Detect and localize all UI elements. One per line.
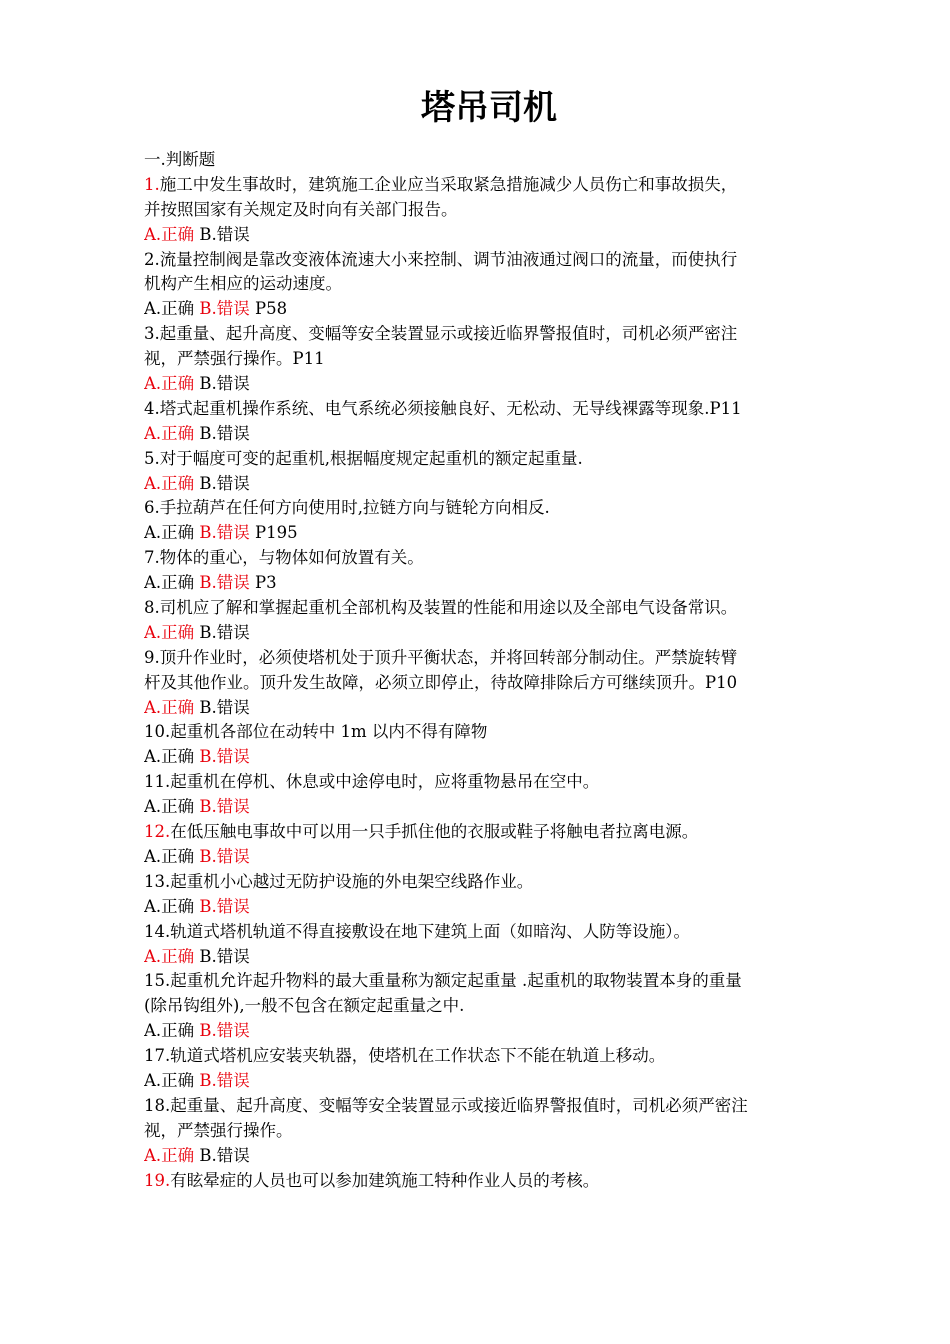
answer-option: B.错误 <box>194 473 250 493</box>
question-text: 起重机在停机、休息或中途停电时，应将重物悬吊在空中。 <box>170 772 600 792</box>
correct-answer-option: A.正确 <box>144 374 195 394</box>
question-item <box>144 820 834 870</box>
correct-answer-option: B.错误 <box>199 797 250 817</box>
page-reference: P58 <box>249 299 288 319</box>
answer-option: B.错误 <box>194 1145 250 1165</box>
question-item <box>144 596 834 646</box>
question-text: 物体的重心，与物体如何放置有关。 <box>159 548 424 568</box>
answer-options <box>144 745 834 770</box>
question-text: 起重机各部位在动转中 1m 以内不得有障物 <box>170 722 488 742</box>
question-text-line <box>144 248 834 273</box>
answer-option: A.正确 <box>144 846 200 866</box>
question-item <box>144 248 834 323</box>
question-text-line <box>144 820 834 845</box>
question-text: 视，严禁强行操作。P11 <box>144 349 325 369</box>
answer-option: B.错误 <box>194 423 250 443</box>
answer-option: B.错误 <box>194 697 250 717</box>
question-number: 18. <box>144 1095 171 1115</box>
question-number: 14. <box>144 921 171 941</box>
question-number: 3. <box>144 324 160 344</box>
correct-answer-option: B.错误 <box>199 1021 250 1041</box>
question-text-line <box>144 496 834 521</box>
question-number: 17. <box>144 1046 171 1066</box>
question-text: 起重机允许起升物料的最大重量称为额定起重量 .起重机的取物装置本身的重量 <box>170 971 742 991</box>
question-text-line <box>144 322 834 347</box>
question-text-line <box>144 646 834 671</box>
question-item <box>144 447 834 497</box>
answer-options <box>144 621 834 646</box>
question-number: 7. <box>144 548 160 568</box>
answer-option: A.正确 <box>144 299 200 319</box>
question-number: 4. <box>144 398 160 418</box>
question-text-line <box>144 1044 834 1069</box>
question-item <box>144 646 834 721</box>
answer-options <box>144 845 834 870</box>
question-number: 13. <box>144 871 171 891</box>
question-text: 有眩晕症的人员也可以参加建筑施工特种作业人员的考核。 <box>170 1170 600 1190</box>
question-item <box>144 969 834 1044</box>
answer-options <box>144 1019 834 1044</box>
answer-options <box>144 521 834 546</box>
question-text: 并按照国家有关规定及时向有关部门报告。 <box>144 199 458 219</box>
correct-answer-option: A.正确 <box>144 946 195 966</box>
answer-option: A.正确 <box>144 747 200 767</box>
question-number: 9. <box>144 647 160 667</box>
correct-answer-option: A.正确 <box>144 473 195 493</box>
answer-options <box>144 571 834 596</box>
answer-option: B.错误 <box>194 622 250 642</box>
question-number: 12. <box>144 822 171 842</box>
answer-options <box>144 422 834 447</box>
correct-answer-option: A.正确 <box>144 423 195 443</box>
correct-answer-option: B.错误 <box>199 573 250 593</box>
question-text-line <box>144 596 834 621</box>
answer-options <box>144 372 834 397</box>
answer-option: A.正确 <box>144 523 200 543</box>
answer-options <box>144 945 834 970</box>
question-text: 在低压触电事故中可以用一只手抓住他的衣服或鞋子将触电者拉离电源。 <box>170 822 699 842</box>
question-text: 轨道式塔机轨道不得直接敷设在地下建筑上面（如暗沟、人防等设施）。 <box>170 921 690 941</box>
question-text-line <box>144 969 834 994</box>
question-number: 11. <box>144 772 171 792</box>
question-text-line <box>144 920 834 945</box>
question-item <box>144 870 834 920</box>
question-text: 对于幅度可变的起重机,根据幅度规定起重机的额定起重量. <box>159 448 583 468</box>
question-text-line <box>144 173 834 198</box>
question-text-line <box>144 397 834 422</box>
answer-options <box>144 297 834 322</box>
correct-answer-option: B.错误 <box>199 896 250 916</box>
question-number: 19. <box>144 1170 171 1190</box>
answer-option: A.正确 <box>144 1021 200 1041</box>
question-item <box>144 720 834 770</box>
question-text: 机构产生相应的运动速度。 <box>144 274 342 294</box>
question-item <box>144 1044 834 1094</box>
question-item <box>144 1169 834 1194</box>
question-text-line <box>144 1119 834 1144</box>
answer-options <box>144 472 834 497</box>
question-text-line <box>144 1169 834 1194</box>
question-list <box>144 148 834 1193</box>
question-text: 司机应了解和掌握起重机全部机构及装置的性能和用途以及全部电气设备常识。 <box>159 598 738 618</box>
answer-options <box>144 1069 834 1094</box>
question-text: 塔式起重机操作系统、电气系统必须接触良好、无松动、无导线裸露等现象.P11 <box>159 398 742 418</box>
answer-options <box>144 696 834 721</box>
answer-option: B.错误 <box>194 224 250 244</box>
section-heading: 一.判断题 <box>144 150 216 169</box>
question-item <box>144 496 834 546</box>
question-item <box>144 1094 834 1169</box>
page-reference: P3 <box>249 573 277 593</box>
question-item <box>144 920 834 970</box>
question-number: 8. <box>144 598 160 618</box>
answer-option: A.正确 <box>144 573 200 593</box>
question-text: 起重量、起升高度、变幅等安全装置显示或接近临界警报值时，司机必须严密注 <box>170 1095 748 1115</box>
answer-options <box>144 1144 834 1169</box>
correct-answer-option: B.错误 <box>199 846 250 866</box>
question-text: 手拉葫芦在任何方向使用时,拉链方向与链轮方向相反. <box>159 498 550 518</box>
question-item <box>144 770 834 820</box>
correct-answer-option: B.错误 <box>199 747 250 767</box>
question-number: 2. <box>144 249 160 269</box>
question-text-line <box>144 1094 834 1119</box>
question-text: 起重量、起升高度、变幅等安全装置显示或接近临界警报值时，司机必须严密注 <box>159 324 738 344</box>
question-text-line <box>144 770 834 795</box>
answer-options <box>144 895 834 920</box>
question-number: 10. <box>144 722 171 742</box>
question-item <box>144 397 834 447</box>
question-item <box>144 546 834 596</box>
page-reference: P195 <box>249 523 298 543</box>
question-text: 视，严禁强行操作。 <box>144 1120 293 1140</box>
question-text-line <box>144 720 834 745</box>
correct-answer-option: A.正确 <box>144 224 195 244</box>
question-text: 轨道式塔机应安装夹轨器，使塔机在工作状态下不能在轨道上移动。 <box>170 1046 666 1066</box>
question-text-line <box>144 870 834 895</box>
correct-answer-option: A.正确 <box>144 622 195 642</box>
question-number: 15. <box>144 971 171 991</box>
question-number: 1. <box>144 174 160 194</box>
question-text-line <box>144 671 834 696</box>
question-item <box>144 173 834 248</box>
answer-option: B.错误 <box>194 374 250 394</box>
question-text: (除吊钩组外),一般不包含在额定起重量之中. <box>144 996 465 1016</box>
correct-answer-option: B.错误 <box>199 1070 250 1090</box>
question-text: 流量控制阀是靠改变液体流速大小来控制、调节油液通过阀口的流量，而使执行 <box>159 249 738 269</box>
answer-option: A.正确 <box>144 1070 200 1090</box>
answer-options <box>144 795 834 820</box>
answer-option: B.错误 <box>194 946 250 966</box>
answer-option: A.正确 <box>144 797 200 817</box>
answer-options <box>144 223 834 248</box>
question-text-line <box>144 347 834 372</box>
question-item <box>144 322 834 397</box>
question-text-line <box>144 447 834 472</box>
document-title: 塔吊司机 <box>421 88 557 128</box>
question-text: 顶升作业时，必须使塔机处于顶升平衡状态，并将回转部分制动住。严禁旋转臂 <box>159 647 738 667</box>
correct-answer-option: A.正确 <box>144 697 195 717</box>
correct-answer-option: B.错误 <box>199 523 250 543</box>
question-text: 杆及其他作业。顶升发生故障，必须立即停止，待故障排除后方可继续顶升。P10 <box>144 672 738 692</box>
question-number: 5. <box>144 448 160 468</box>
question-number: 6. <box>144 498 160 518</box>
question-text: 起重机小心越过无防护设施的外电架空线路作业。 <box>170 871 534 891</box>
question-text-line <box>144 198 834 223</box>
question-text-line <box>144 272 834 297</box>
question-text-line <box>144 994 834 1019</box>
question-text: 施工中发生事故时，建筑施工企业应当采取紧急措施减少人员伤亡和事故损失， <box>159 174 738 194</box>
question-text-line <box>144 546 834 571</box>
answer-option: A.正确 <box>144 896 200 916</box>
correct-answer-option: A.正确 <box>144 1145 195 1165</box>
correct-answer-option: B.错误 <box>199 299 250 319</box>
